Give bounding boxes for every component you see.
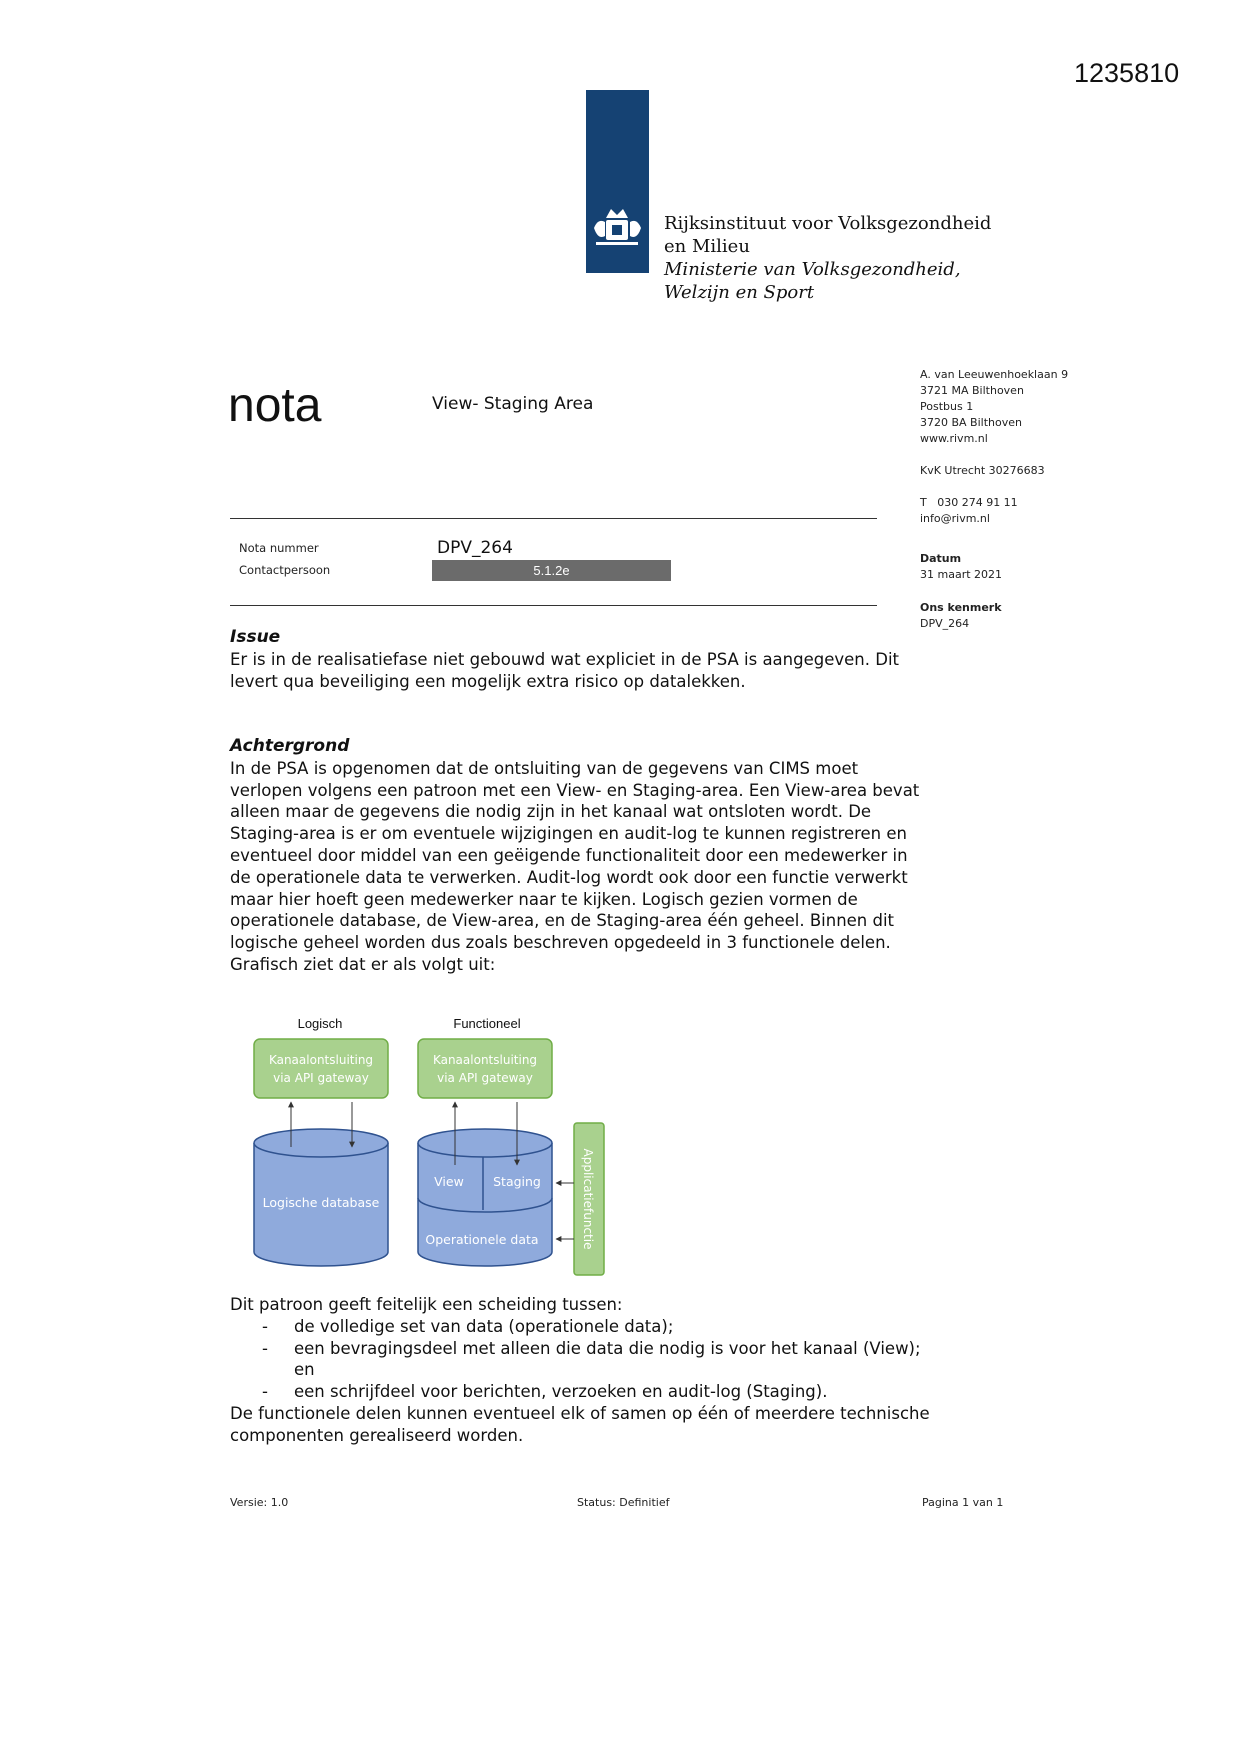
- reference-block: [920, 600, 1160, 632]
- header-rule-top: [230, 518, 877, 519]
- kvk-number: KvK Utrecht 30276683: [920, 464, 1045, 477]
- reference-label: Ons kenmerk: [920, 601, 1002, 614]
- functional-channel-box: [418, 1039, 552, 1098]
- conclusion-section: [230, 1294, 930, 1447]
- contact-person-redaction: 5.1.2e: [432, 560, 671, 581]
- functional-title: Functioneel: [453, 1016, 521, 1031]
- document-subject: View- Staging Area: [432, 394, 594, 414]
- functional-channel-line1: Kanaalontsluiting: [432, 1053, 538, 1067]
- org-line-2: en Milieu: [664, 236, 750, 257]
- logical-channel-line1: Kanaalontsluiting: [268, 1053, 374, 1067]
- government-logo-bar: [586, 90, 649, 273]
- nota-number-label: Nota nummer: [239, 541, 319, 555]
- date-label: Datum: [920, 552, 962, 565]
- header-rule-bottom: [230, 605, 877, 606]
- footer-status: Status: Definitief: [577, 1496, 670, 1509]
- email-link[interactable]: info@rivm.nl: [920, 512, 990, 525]
- background-text: In de PSA is opgenomen dat de ontsluiting van de gegevens van CIMS moet verlopen volgens een patroon met een View- en Staging-area. Een View-area bevat alleen maar de gegevens die nodig zijn in het kanaal wat ontsloten wordt. De Staging-area is er om eventuele wijzigingen en audit-log te kunnen registreren en eventueel door middel van een geëigende functionaliteit door een medewerker in de operationele data te verwerken. Audit-log wordt ook door een functie verwerkt maar hier hoeft geen medewerker naar te kijken. Logisch gezien vormen de operationele database, de View-area, en de Staging-area één geheel. Binnen dit logische geheel worden dus zoals beschreven opgedeeld in 3 functionele delen. Grafisch ziet dat er als volgt uit:: [230, 758, 920, 974]
- contact-person-label: Contactpersoon: [239, 563, 331, 577]
- operational-data-label: Operationele data: [425, 1232, 539, 1247]
- issue-section: [230, 627, 930, 692]
- document-id-stamp: 1235810: [1074, 58, 1180, 88]
- architecture-diagram: [225, 1010, 625, 1280]
- website-link[interactable]: www.rivm.nl: [920, 432, 988, 445]
- coat-of-arms-icon: [586, 90, 649, 273]
- date-value: 31 maart 2021: [920, 568, 1003, 581]
- view-label: View: [434, 1174, 464, 1189]
- address-line: 3720 BA Bilthoven: [920, 416, 1022, 429]
- reference-value: DPV_264: [920, 617, 970, 630]
- logical-title: Logisch: [297, 1016, 343, 1031]
- conclusion-outro: De functionele delen kunnen eventueel elk of samen op één of meerdere technische componenten gerealiseerd worden.: [230, 1403, 930, 1445]
- operational-database-cylinder: [418, 1143, 552, 1266]
- logical-channel-box: [254, 1039, 388, 1098]
- issue-heading: Issue: [230, 627, 281, 647]
- list-item: - een bevragingsdeel met alleen die data die nodig is voor het kanaal (View); en: [262, 1338, 921, 1380]
- nota-number-value: DPV_264: [437, 538, 513, 558]
- footer-page: Pagina 1 van 1: [922, 1496, 1004, 1509]
- conclusion-intro: Dit patroon geeft feitelijk een scheiding tussen:: [230, 1295, 623, 1314]
- ministry-line-1: Ministerie van Volksgezondheid,: [664, 259, 961, 280]
- date-block: [920, 551, 1160, 583]
- list-item: - de volledige set van data (operationele data);: [262, 1316, 674, 1336]
- organisation-name: [664, 212, 991, 304]
- logical-database-top: [254, 1129, 388, 1157]
- address-line: 3721 MA Bilthoven: [920, 384, 1024, 397]
- document-type-title: nota: [228, 379, 322, 432]
- footer-version: Versie: 1.0: [230, 1496, 289, 1509]
- functional-channel-line2: via API gateway: [437, 1071, 533, 1085]
- ministry-line-2: Welzijn en Sport: [664, 282, 815, 303]
- address-block: [920, 367, 1160, 447]
- contact-block: [920, 495, 1160, 527]
- logical-database-label: Logische database: [262, 1195, 380, 1210]
- issue-text: Er is in de realisatiefase niet gebouwd wat expliciet in de PSA is aangegeven. Dit levert qua beveiliging een mogelijk extra risico op datalekken.: [230, 649, 899, 691]
- phone-number: T 030 274 91 11: [920, 496, 1018, 509]
- list-item: - een schrijfdeel voor berichten, verzoeken en audit-log (Staging).: [262, 1382, 828, 1402]
- separation-list: [230, 1316, 930, 1403]
- address-line: A. van Leeuwenhoeklaan 9: [920, 368, 1069, 381]
- staging-label: Staging: [493, 1174, 541, 1189]
- logical-channel-line2: via API gateway: [273, 1071, 369, 1085]
- org-line-1: Rijksinstituut voor Volksgezondheid: [664, 213, 992, 234]
- operational-database-top: [418, 1129, 552, 1157]
- background-section: [230, 736, 930, 976]
- application-function-label: Applicatiefunctie: [581, 1148, 595, 1250]
- background-heading: Achtergrond: [230, 736, 350, 756]
- address-line: Postbus 1: [920, 400, 974, 413]
